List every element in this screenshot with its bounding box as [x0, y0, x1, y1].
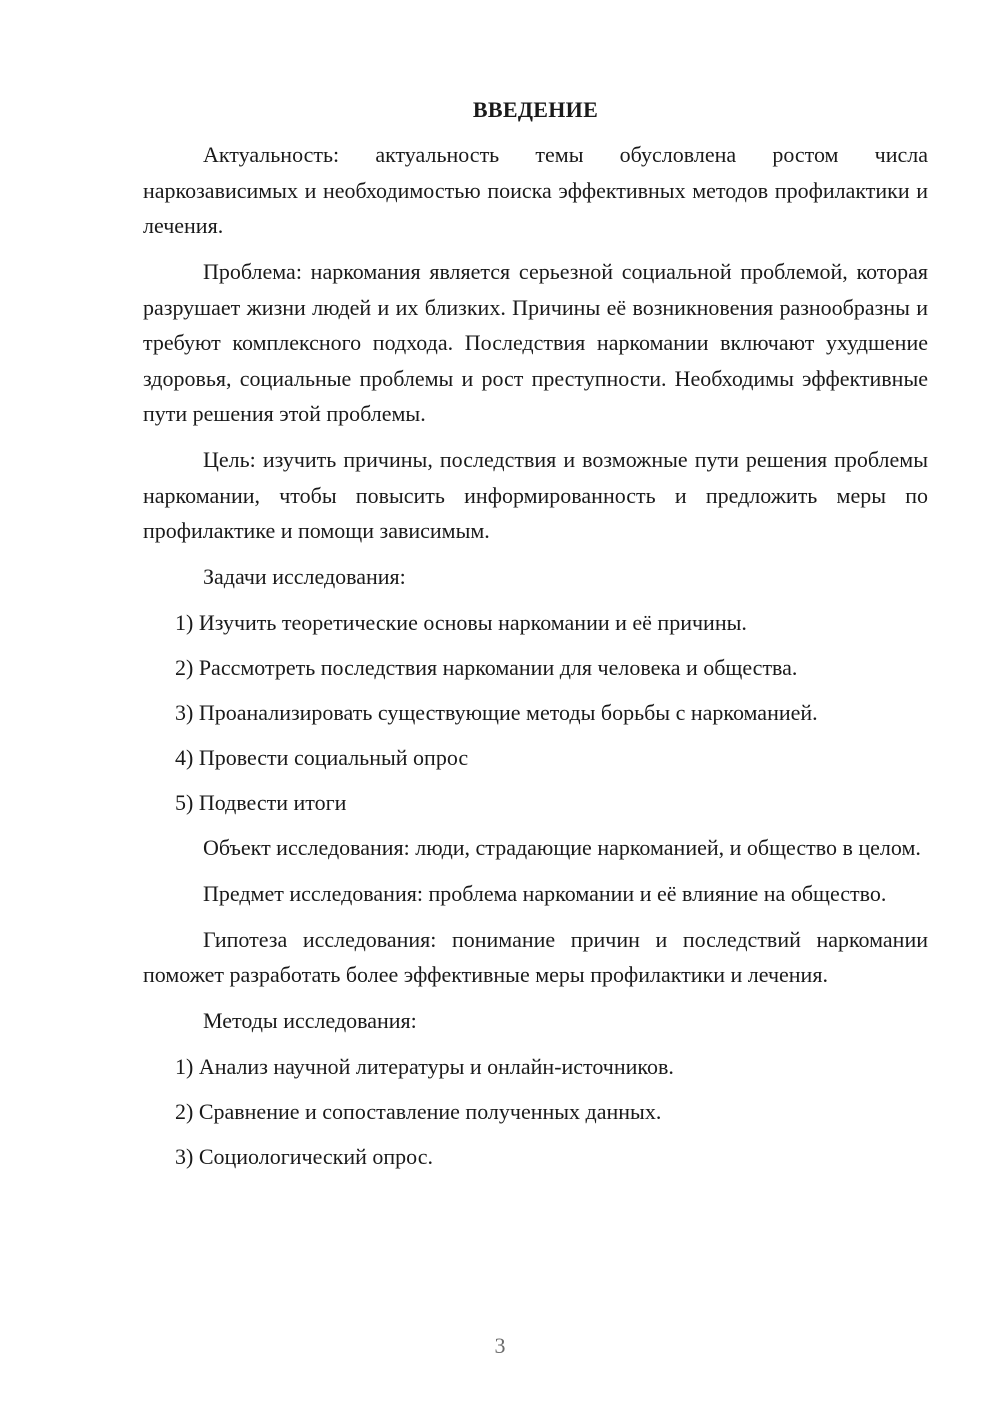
goal-paragraph: Цель: изучить причины, последствия и возможные пути решения проблемы наркомании, чтобы повысить информированность и предложить меры по профилактике и помощи зависимым. [143, 447, 928, 543]
hypothesis-paragraph: Гипотеза исследования: понимание причин и последствий наркомании поможет разработать более эффективные меры профилактики и лечения. [143, 926, 928, 987]
object-paragraph: Объект исследования: люди, страдающие наркоманией, и общество в целом. [203, 834, 921, 860]
relevance-paragraph: Актуальность: актуальность темы обусловлена ростом числа наркозависимых и необходимостью поиска эффективных методов профилактики и лечения. [143, 142, 928, 238]
task-item: 3) Проанализировать существующие методы борьбы с наркоманией. [175, 699, 818, 725]
task-item: 1) Изучить теоретические основы наркомании и её причины. [175, 609, 747, 635]
method-item: 2) Сравнение и сопоставление полученных данных. [175, 1098, 662, 1124]
task-item: 5) Подвести итоги [175, 789, 347, 815]
methods-heading: Методы исследования: [203, 1008, 417, 1033]
problem-paragraph: Проблема: наркомания является серьезной социальной проблемой, которая разрушает жизни людей и их близких. Причины её возникновения разнообразны и требуют комплексного подхода. Последствия наркомании включают ухудшение здоровья, социальные проблемы и рост преступности. Необходимы эффективные пути решения этой проблемы. [143, 259, 928, 426]
subject-paragraph: Предмет исследования: проблема наркомании и её влияние на общество. [203, 880, 887, 906]
page-title: ВВЕДЕНИЕ [472, 97, 599, 122]
task-item: 4) Провести социальный опрос [175, 744, 469, 770]
methods-list [143, 1049, 928, 1175]
method-item: 3) Социологический опрос. [175, 1143, 433, 1169]
task-item: 2) Рассмотреть последствия наркомании для человека и общества. [175, 654, 798, 680]
tasks-list [143, 605, 928, 821]
method-item: 1) Анализ научной литературы и онлайн-источников. [175, 1053, 674, 1079]
document-page [143, 92, 928, 1184]
tasks-heading: Задачи исследования: [203, 564, 406, 589]
page-number: 3 [494, 1333, 506, 1358]
